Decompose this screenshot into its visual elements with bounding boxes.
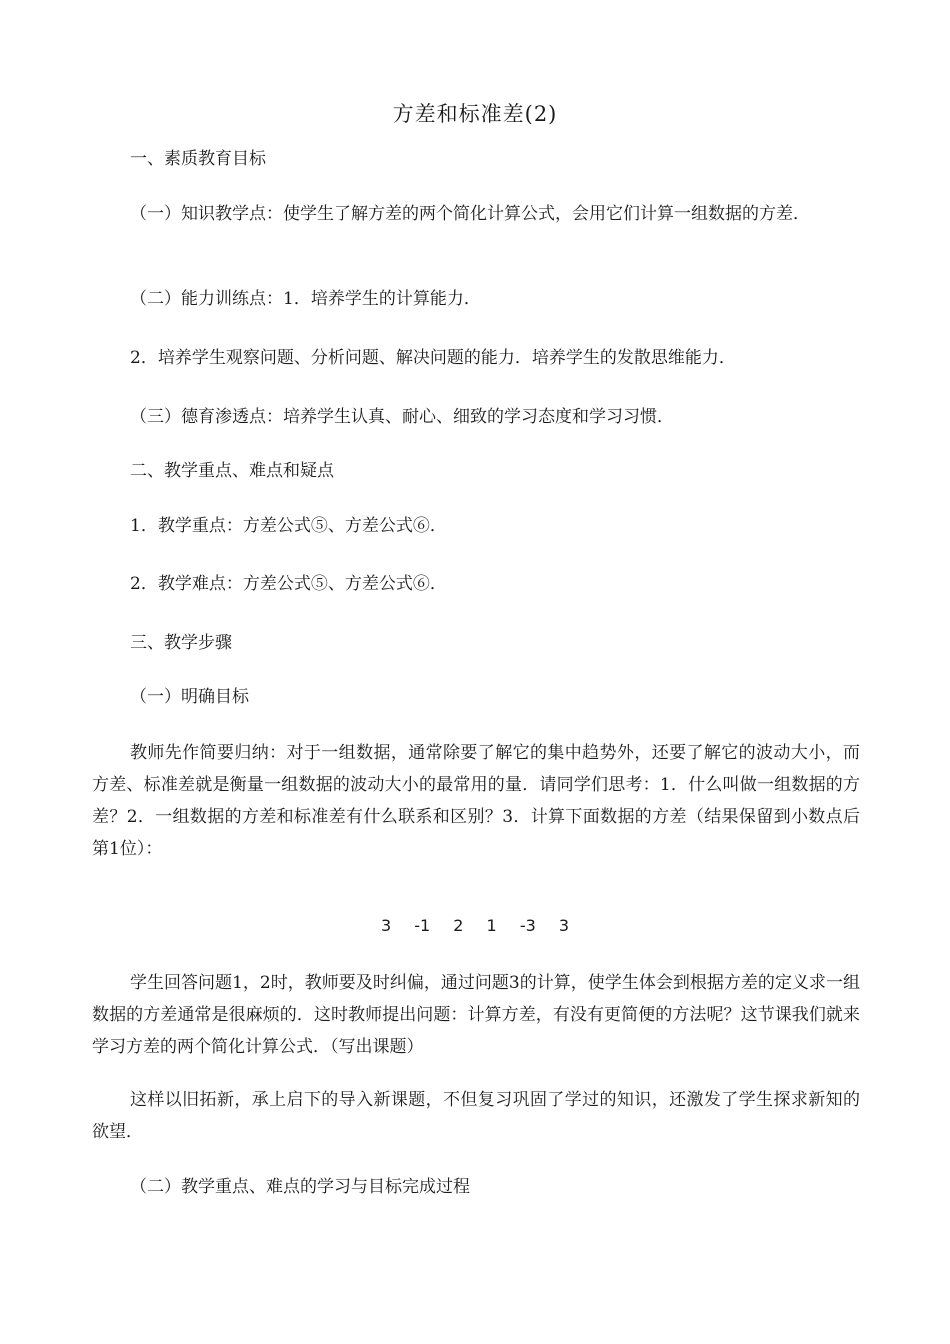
intro-paragraph: 教师先作简要归纳：对于一组数据，通常除要了解它的集中趋势外，还要了解它的波动大小，而方差、标准差就是衡量一组数据的波动大小的最常用的量．请同学们思考：1．什么叫做一组数据的方差？2．一组数据的方差和标准差有什么联系和区别？3．计算下面数据的方差（结果保留到小数点后第1位）： bbox=[92, 743, 860, 859]
new-lesson-paragraph: 这样以旧拓新，承上启下的导入新课题，不但复习巩固了学过的知识，还激发了学生探求新知的欲望． bbox=[92, 1090, 860, 1142]
difficult-point-paragraph: 2．教学难点：方差公式⑤、方差公式⑥． bbox=[130, 574, 447, 594]
section-heading-key-points: 二、教学重点、难点和疑点 bbox=[130, 461, 334, 481]
knowledge-point-paragraph: （一）知识教学点：使学生了解方差的两个简化计算公式，会用它们计算一组数据的方差． bbox=[130, 204, 810, 224]
section-heading-steps: 三、教学步骤 bbox=[130, 633, 232, 653]
section-heading-goals: 一、素质教育目标 bbox=[130, 149, 266, 169]
ability-point-2-paragraph: 2．培养学生观察问题、分析问题、解决问题的能力．培养学生的发散思维能力． bbox=[130, 348, 736, 368]
key-point-paragraph: 1．教学重点：方差公式⑤、方差公式⑥． bbox=[130, 516, 447, 536]
ability-point-paragraph: （二）能力训练点：1．培养学生的计算能力． bbox=[130, 289, 481, 309]
number-item: -1 bbox=[414, 916, 431, 935]
data-numbers-row bbox=[0, 916, 950, 935]
subheading-learning-process: （二）教学重点、难点的学习与目标完成过程 bbox=[130, 1177, 470, 1197]
number-item: 2 bbox=[453, 916, 464, 935]
number-item: 3 bbox=[380, 916, 392, 935]
student-answer-paragraph: 学生回答问题1，2时，教师要及时纠偏，通过问题3的计算，使学生体会到根据方差的定义求一组数据的方差通常是很麻烦的．这时教师提出问题：计算方差，有没有更简便的方法呢？这节课我们就来学习方差的两个简化计算公式．（写出课题） bbox=[92, 973, 860, 1057]
number-item: -3 bbox=[519, 916, 536, 935]
page-title: 方差和标准差(2) bbox=[392, 102, 558, 126]
moral-point-paragraph: （三）德育渗透点：培养学生认真、耐心、细致的学习态度和学习习惯． bbox=[130, 407, 674, 427]
number-item: 1 bbox=[486, 916, 497, 935]
subheading-clear-goals: （一）明确目标 bbox=[130, 687, 249, 707]
number-item: 3 bbox=[558, 916, 570, 935]
